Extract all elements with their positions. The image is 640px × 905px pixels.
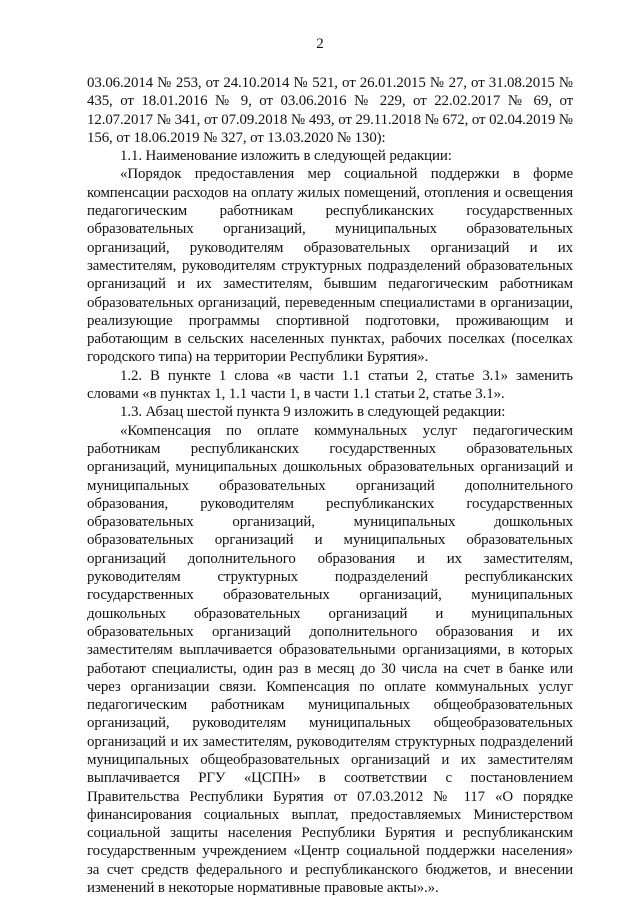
page-number: 2 xyxy=(316,36,324,52)
paragraph-1-3-new-text: «Компенсация по оплате коммунальных услуг педагогическим работникам республиканских государственных образовательных организаций, муниципальных дошкольных образовательных организаций и муниципальных образовательных организаций дополнительного образования, руководителям республиканских государственных образовательных организаций, муниципальных дошкольных образовательных организаций и муниципальных образовательных организаций дополнительного образования и их заместителям, руководителям структурных подразделений республиканских государственных образовательных организаций, муниципальных дошкольных образовательных организаций и муниципальных образовательных организаций дополнительного образования и их заместителям выплачивается образовательными организациями, в которых работают специалисты, один раз в месяц до 30 числа на счет в банке или через организации связи. Компенсация по оплате коммунальных услуг педагогическим работникам муниципальных общеобразовательных организаций, руководителям муниципальных общеобразовательных организаций и их заместителям, руководителям структурных подразделений муниципальных общеобразовательных организаций и их заместителям выплачивается РГУ «ЦСПН» в соответствии с постановлением Правительства Республики Бурятия от 07.03.2012 № 117 «О порядке финансирования социальных выплат, предоставляемых Министерством социальной защиты населения Республики Бурятия и республиканским государственным учреждением «Центр социальной поддержки населения» за счет средств федерального и республиканского бюджетов, и внесении изменений в некоторые нормативные правовые акты».». xyxy=(87,422,573,897)
paragraph-resolution-references: 03.06.2014 № 253, от 24.10.2014 № 521, от 26.01.2015 № 27, от 31.08.2015 № 435, от 18.01.2016 № 9, от 03.06.2016 № 229, от 22.02.2017 № 69, от 12.07.2017 № 341, от 07.09.2018 № 493, от 29.11.2018 № 672, от 02.04.2019 № 156, от 18.06.2019 № 327, от 13.03.2020 № 130): xyxy=(87,75,573,146)
paragraph-1-1-heading: 1.1. Наименование изложить в следующей редакции: xyxy=(120,148,452,165)
paragraph-1-2: 1.2. В пункте 1 слова «в части 1.1 статьи 2, статье 3.1» заменить словами «в пунктах 1, 1.1 части 1, в части 1.1 статьи 2, статье 3.1». xyxy=(87,367,573,403)
document-body xyxy=(87,74,573,897)
paragraph-1-3-heading: 1.3. Абзац шестой пункта 9 изложить в следующей редакции: xyxy=(120,404,506,421)
paragraph-1-1-new-title: «Порядок предоставления мер социальной поддержки в форме компенсации расходов на оплату жилых помещений, отопления и освещения педагогическим работникам республиканских государственных образовательных организаций, муниципальных образовательных организаций, руководителям образовательных организаций и их заместителям, руководителям структурных подразделений образовательных организаций и их заместителям, бывшим педагогическим работникам образовательных организаций, переведенным специалистами в организации, реализующие программы спортивной подготовки, проживающим и работающим в сельских населенных пунктах, рабочих поселках (поселках городского типа) на территории Республики Бурятия». xyxy=(87,166,573,366)
